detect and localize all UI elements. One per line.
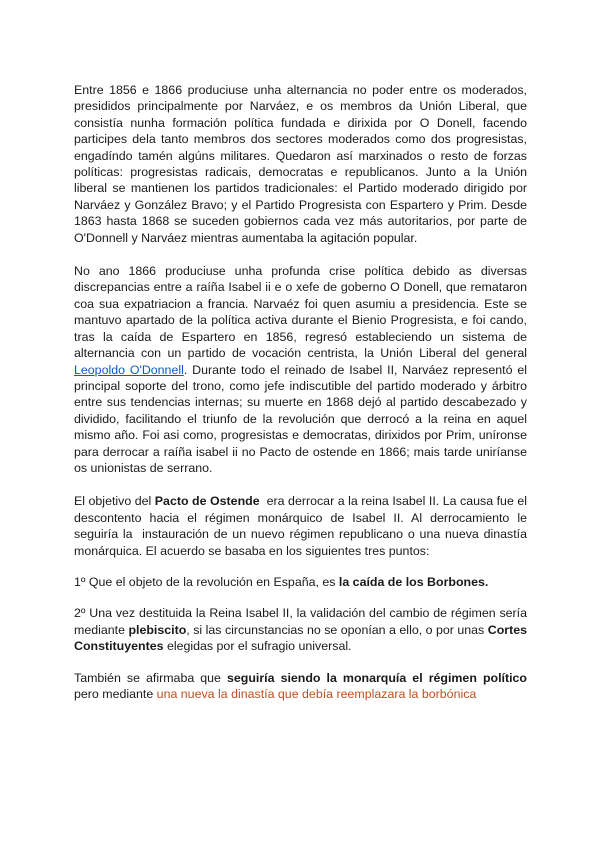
plebiscito-bold: plebiscito bbox=[128, 622, 187, 637]
paragraph-2-text-b: . Durante todo el reinado de Isabel II, Narváez representó el principal soporte del trono, como jefe indiscutible del partido moderado y árbitro entre sus tendencias internas; su muerte en 1868 dejó al partido descabezado y dividido, facilitando el triunfo de la revolución que derrocó a la reina en aquel mismo año. Foi asi como, progresistas e democratas, dirixidos por Prim, uníronse para derrocar a raíña isabel ii no Pacto de ostende en 1866; mais tarde uniríanse os unionistas de serrano. bbox=[74, 362, 527, 475]
nueva-dinastia-highlight: una nueva la dinastía que debía reemplazara la borbónica bbox=[156, 687, 477, 701]
paragraph-1 bbox=[74, 82, 527, 246]
paragraph-6-text-b: pero mediante bbox=[74, 687, 157, 701]
paragraph-2 bbox=[74, 263, 527, 476]
paragraph-5-text-a: 2º Una vez destituida la Reina Isabel II, la validación del cambio de régimen sería mediante bbox=[74, 606, 527, 637]
leopoldo-odonnell-link[interactable]: Leopoldo O'Donnell bbox=[74, 362, 184, 377]
monarquia-bold: seguiría siendo la monarquía el régimen político bbox=[227, 670, 527, 685]
caida-borbones-bold: la caída de los Borbones. bbox=[338, 574, 489, 589]
paragraph-4-text: 1º Que el objeto de la revolución en España, es bbox=[74, 574, 339, 589]
paragraph-6 bbox=[74, 670, 527, 703]
pacto-de-ostende-bold: Pacto de Ostende bbox=[154, 494, 260, 509]
paragraph-5 bbox=[74, 605, 527, 654]
paragraph-1-text: Entre 1856 e 1866 produciuse unha alternancia no poder entre os moderados, presididos principalmente por Narváez, e os membros da Unión Liberal, que consistía nunha formación política fundada e dirixida por O Donell, facendo participes dela tanto membros dos sectores moderados como dos progresistas, engadíndo tamén algúns militares. Quedaron así marxinados o resto de forzas políticas: progresistas radicais, democratas e republicanos. Junto a la Unión liberal se mantienen los partidos tradicionales: el Partido moderado dirigido por Narváez y González Bravo; y el Partido Progresista con Espartero y Prim. Desde 1863 hasta 1868 se suceden gobiernos cada vez más autoritarios, por parte de O'Donnell y Narváez mientras aumentaba la agitación popular. bbox=[74, 83, 527, 245]
paragraph-4 bbox=[74, 574, 527, 590]
paragraph-3-text-a: El objetivo del bbox=[74, 494, 155, 509]
paragraph-6-text-a: También se afirmaba que bbox=[74, 670, 227, 685]
paragraph-2-text-a: No ano 1866 produciuse unha profunda crise política debido as diversas discrepancias entre a raíña Isabel ii e o xefe de goberno O Donell, que remataron coa sua expatriacion a francia. Narvaéz foi quen asumiu a presidencia. Este se mantuvo apartado de la política activa durante el Bienio Progresista, e foi cando, tras la caída de Espartero en 1856, regresó estableciendo un sistema de alternancia con un partido de vocación centrista, la Unión Liberal del general bbox=[74, 264, 527, 361]
paragraph-3 bbox=[74, 493, 531, 559]
paragraph-3-text-b: era derrocar a la reina Isabel II. La causa fue el descontento hacia el régimen monárquico de Isabel II. Al derrocamiento le seguiría la instauración de un nuevo régimen republicano o una nueva dinastía monárquica. El acuerdo se basaba en los siguientes tres puntos: bbox=[74, 494, 531, 558]
cortes-constituyentes-bold: Cortes Constituyentes bbox=[74, 622, 527, 654]
paragraph-5-text-b: , si las circunstancias no se oponían a ello, o por unas bbox=[186, 622, 488, 637]
paragraph-5-text-c: elegidas por el sufragio universal. bbox=[163, 639, 352, 654]
